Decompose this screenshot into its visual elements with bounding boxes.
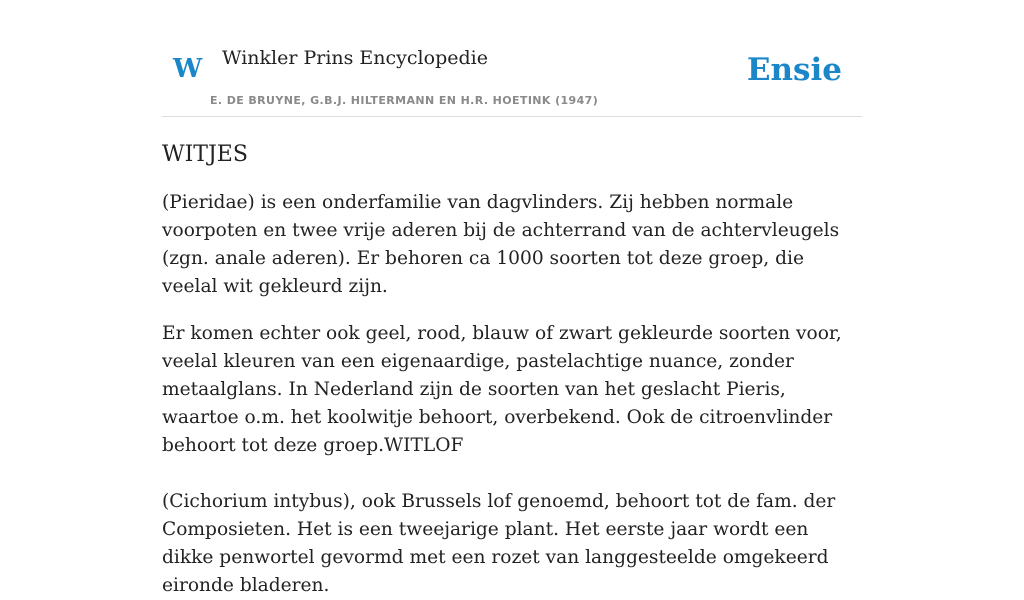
entry-title: WITJES: [162, 142, 248, 167]
source-title[interactable]: Winkler Prins Encyclopedie: [222, 47, 488, 69]
article-paragraph: Er komen echter ook geel, rood, blauw of zwart gekleurde soorten voor, veelal kleuren van een eigenaardige, pastelachtige nuance, zonder metaalglans. In Nederland zijn de soorten van het geslacht Pieris, waartoe o.m. het koolwitje behoort, overbekend. Ook de citroenvlinder behoort tot deze groep.WITLOF: [162, 323, 842, 456]
article: [162, 138, 862, 600]
source-authors: E. DE BRUYNE, G.B.J. HILTERMANN EN H.R. HOETINK (1947): [210, 94, 599, 107]
brand-logo-link[interactable]: Ensie: [746, 52, 842, 88]
source-header: [162, 0, 862, 117]
article-paragraph: (Cichorium intybus), ook Brussels lof genoemd, behoort tot de fam. der Composieten. Het is een tweejarige plant. Het eerste jaar wordt een dikke penwortel gevormd met een rozet van langgesteelde omgekeerd eironde bladeren.: [162, 491, 836, 596]
article-paragraph: (Pieridae) is een onderfamilie van dagvlinders. Zij hebben normale voorpoten en twee vrije aderen bij de achterrand van de achtervleugels (zgn. anale aderen). Er behoren ca 1000 soorten tot deze groep, die veelal wit gekleurd zijn.: [162, 192, 840, 297]
source-logo: W: [173, 54, 203, 84]
